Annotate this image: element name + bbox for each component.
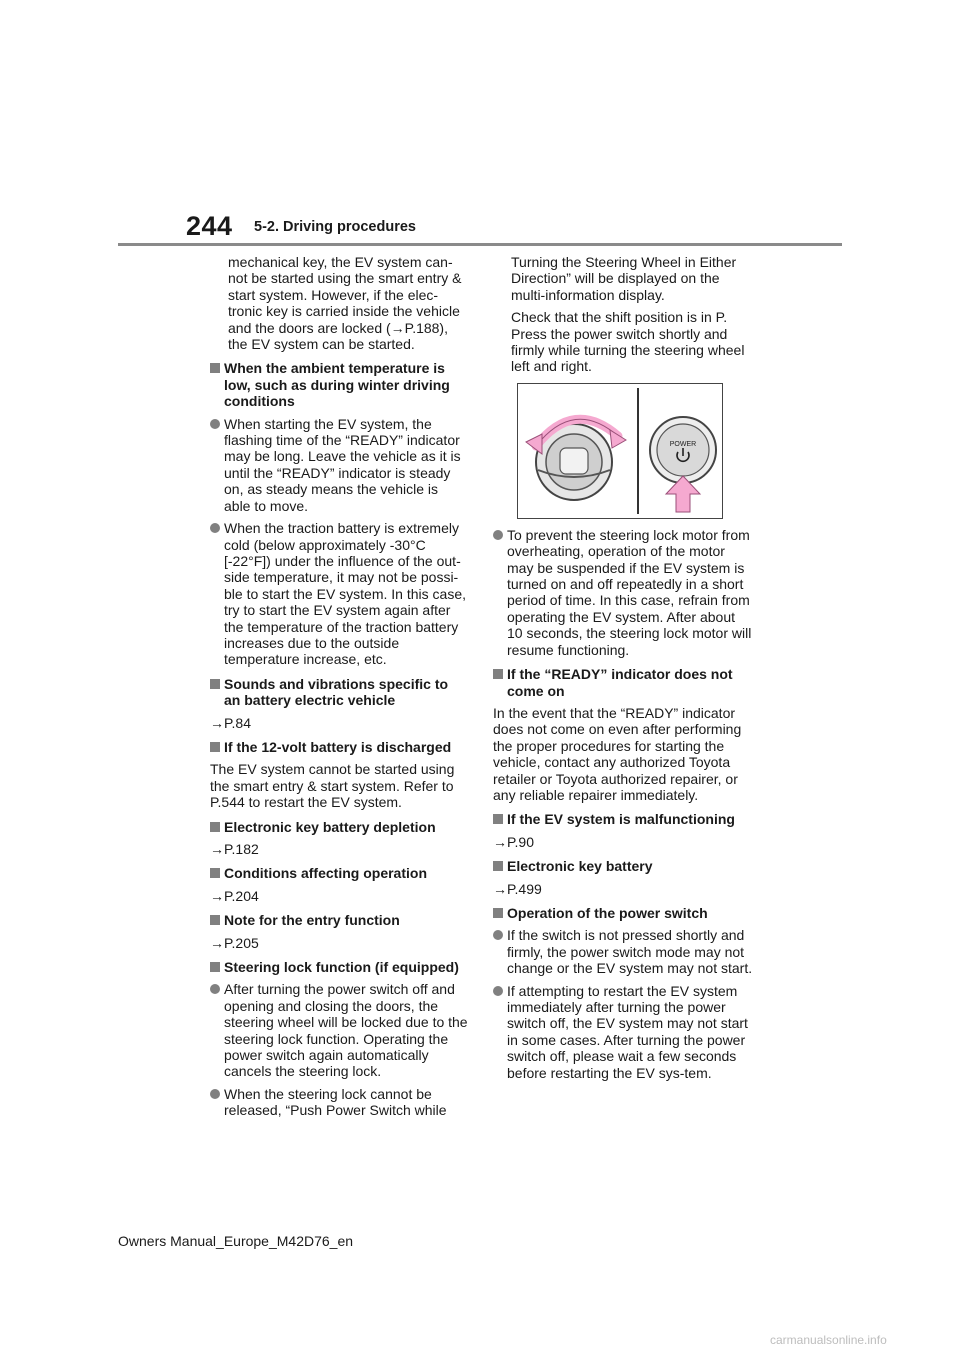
section-title: 5-2. Driving procedures	[254, 219, 416, 235]
paragraph: mechanical key, the EV system can-not be started using the smart entry & start system. However, if the elec-tronic key is carried inside the vehicle and the doors are locked (→P.188), the EV system can be started.	[228, 254, 462, 353]
page-reference: →P.204	[210, 887, 259, 904]
left-column	[210, 254, 468, 1125]
heading-key-battery: Electronic key battery	[493, 858, 753, 874]
header-divider	[118, 243, 842, 246]
bullet-item: If the switch is not pressed shortly and firmly, the power switch mode may not change or the EV system may not start.	[493, 927, 753, 976]
page-reference: →P.499	[493, 880, 542, 897]
page-reference: →P.90	[493, 833, 534, 850]
heading-ready-indicator: If the “READY” indicator does not come on	[493, 666, 753, 699]
bullet-item: When the steering lock cannot be released, “Push Power Switch while	[210, 1086, 468, 1119]
heading-12v-battery: If the 12-volt battery is discharged	[210, 739, 468, 755]
heading-low-temperature: When the ambient temperature is low, such as during winter driving conditions	[210, 360, 468, 409]
heading-steering-lock: Steering lock function (if equipped)	[210, 959, 468, 975]
paragraph: The EV system cannot be started using the smart entry & start system. Refer to P.544 to restart the EV system.	[210, 761, 455, 811]
power-button-icon	[650, 417, 716, 483]
paragraph: Check that the shift position is in P. Press the power switch shortly and firmly while turning the steering wheel left and right.	[511, 309, 745, 375]
steering-power-figure	[517, 383, 723, 519]
paragraph: In the event that the “READY” indicator does not come on even after performing the proper procedures for starting the vehicle, contact any authorized Toyota retailer or Toyota authorized repairer, or any reliable repairer immediately.	[493, 704, 742, 803]
footer-watermark: carmanualsonline.info	[770, 1333, 887, 1347]
page-reference: →P.84	[210, 714, 251, 731]
bullet-item: When the traction battery is extremely cold (below approximately -30°C [-22°F]) under the influence of the out-side temperature, it may not be possi-ble to start the EV system. In this case, try to start the EV system again after the temperature of the traction battery increases due to the outside temperature increase, etc.	[210, 520, 468, 668]
steering-power-illustration	[518, 384, 722, 518]
page-number: 244	[186, 211, 233, 241]
bullet-item: If attempting to restart the EV system immediately after turning the power switch off, the EV system may not start in some cases. After turning the power switch off, please wait a few seconds before restarting the EV sys-tem.	[493, 983, 753, 1081]
footer-manual-id: Owners Manual_Europe_M42D76_en	[118, 1233, 354, 1249]
bullet-item: To prevent the steering lock motor from overheating, operation of the motor may be suspended if the EV system is turned on and off repeatedly in a short period of time. In this case, refrain from operating the EV system. After about 10 seconds, the steering lock motor will resume functioning.	[493, 527, 753, 658]
power-button-label: POWER	[669, 440, 697, 448]
bullet-item: When starting the EV system, the flashing time of the “READY” indicator may be long. Leave the vehicle as it is until the “READY” indicator is steady on, as steady means the vehicle is able to move.	[210, 416, 468, 514]
bullet-item: After turning the power switch off and opening and closing the doors, the steering wheel will be locked due to the steering lock function. Operating the power switch again automatically cancels the steering lock.	[210, 981, 468, 1079]
heading-key-battery-depletion: Electronic key battery depletion	[210, 819, 468, 835]
paragraph: Turning the Steering Wheel in Either Direction” will be displayed on the multi-information display.	[511, 254, 737, 303]
page-reference: →P.182	[210, 841, 259, 857]
page-reference: →P.205	[210, 934, 259, 951]
heading-entry-function: Note for the entry function	[210, 912, 468, 928]
heading-ev-malfunction: If the EV system is malfunctioning	[493, 811, 753, 827]
heading-power-switch: Operation of the power switch	[493, 905, 753, 921]
heading-conditions: Conditions affecting operation	[210, 865, 468, 881]
heading-sounds-vibrations: Sounds and vibrations specific to an battery electric vehicle	[210, 676, 468, 709]
right-column	[493, 254, 753, 1087]
